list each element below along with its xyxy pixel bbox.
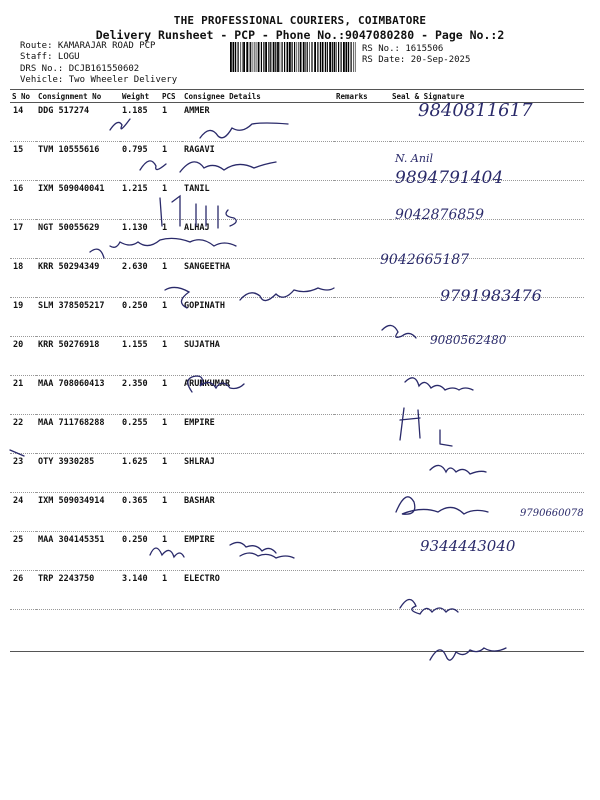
handwritten-phone-19: 9080562480 xyxy=(430,333,507,347)
cell-consignment: MAA 304145351 xyxy=(36,532,120,571)
cell-remarks xyxy=(334,532,390,571)
barcode-bar xyxy=(289,42,291,72)
handwritten-phone-16: 9042876859 xyxy=(395,207,485,223)
col-weight: Weight xyxy=(120,90,160,103)
barcode-bar xyxy=(294,42,295,72)
handwritten-name-15: N. Anil xyxy=(395,152,433,165)
barcode-bar xyxy=(355,42,356,72)
table-row xyxy=(10,415,584,454)
barcode-bar xyxy=(332,42,333,72)
vehicle-label: Vehicle: Two Wheeler Delivery xyxy=(20,75,178,85)
cell-consignee: SANGEETHA xyxy=(182,259,334,298)
cell-consignee: ELECTRO xyxy=(182,571,334,610)
cell-weight: 1.130 xyxy=(120,220,160,259)
handwritten-phone-14: 9840811617 xyxy=(418,100,533,121)
runsheet-subtitle: Delivery Runsheet - PCP - Phone No.:9047080280 - Page No.:2 xyxy=(95,28,505,42)
cell-consignee: ALHAJ xyxy=(182,220,334,259)
cell-sno: 14 xyxy=(10,103,36,142)
cell-consignment: TRP 2243750 xyxy=(36,571,120,610)
barcode-bar xyxy=(338,42,339,72)
barcode-bar xyxy=(275,42,276,72)
barcode-bar xyxy=(353,42,354,72)
cell-consignment: OTY 3930285 xyxy=(36,454,120,493)
cell-consignment: KRR 50276918 xyxy=(36,337,120,376)
table-row xyxy=(10,376,584,415)
cell-consignment: TVM 10555616 xyxy=(36,142,120,181)
staff-label: Staff: LOGU xyxy=(20,52,80,62)
barcode-bar xyxy=(246,42,248,72)
col-sno: S No xyxy=(10,90,36,103)
handwritten-phone-23: 9790660078 xyxy=(520,508,584,519)
barcode-bar xyxy=(230,42,232,72)
col-pcs: PCS xyxy=(160,90,182,103)
handwritten-phone-24: 9344443040 xyxy=(420,537,516,555)
cell-sno: 21 xyxy=(10,376,36,415)
cell-consignee: AMMER xyxy=(182,103,334,142)
cell-weight: 1.185 xyxy=(120,103,160,142)
cell-consignment: DDG 517274 xyxy=(36,103,120,142)
cell-signature xyxy=(390,571,584,610)
cell-remarks xyxy=(334,454,390,493)
barcode-bar xyxy=(287,42,289,72)
handwritten-phone-17: 9042665187 xyxy=(380,252,470,268)
cell-remarks xyxy=(334,298,390,337)
barcode-bar xyxy=(282,42,283,72)
cell-remarks xyxy=(334,103,390,142)
cell-sno: 23 xyxy=(10,454,36,493)
cell-consignment: KRR 50294349 xyxy=(36,259,120,298)
cell-sno: 15 xyxy=(10,142,36,181)
cell-remarks xyxy=(334,337,390,376)
col-consignee: Consignee Details xyxy=(182,90,334,103)
barcode-bar xyxy=(280,42,281,72)
cell-sno: 16 xyxy=(10,181,36,220)
barcode-bar xyxy=(298,42,299,72)
barcode-bar xyxy=(297,42,298,72)
cell-consignee: RAGAVI xyxy=(182,142,334,181)
table-row xyxy=(10,571,584,610)
barcode-bar xyxy=(311,42,312,72)
barcode-bar xyxy=(255,42,256,72)
barcode-bar xyxy=(261,42,262,72)
table-row xyxy=(10,493,584,532)
barcode-bar xyxy=(256,42,257,72)
cell-sno: 24 xyxy=(10,493,36,532)
handwritten-phone-18: 9791983476 xyxy=(440,286,542,305)
barcode-bar xyxy=(292,42,293,72)
barcode-bar xyxy=(305,42,306,72)
rs-date: RS Date: 20-Sep-2025 xyxy=(362,55,471,65)
cell-pcs: 1 xyxy=(160,415,182,454)
cell-weight: 1.155 xyxy=(120,337,160,376)
rs-number: RS No.: 1615506 xyxy=(362,44,444,54)
table-bottom-rule xyxy=(10,651,584,652)
barcode-bar xyxy=(322,42,324,72)
barcode-bar xyxy=(249,42,250,72)
barcode-bar xyxy=(243,42,245,72)
cell-pcs: 1 xyxy=(160,220,182,259)
cell-remarks xyxy=(334,571,390,610)
barcode-bar xyxy=(336,42,337,72)
table-row xyxy=(10,220,584,259)
barcode-bar xyxy=(233,42,235,72)
cell-consignment: IXM 509040041 xyxy=(36,181,120,220)
cell-consignee: GOPINATH xyxy=(182,298,334,337)
company-title: THE PROFESSIONAL COURIERS, COIMBATORE xyxy=(173,14,427,27)
cell-sno: 25 xyxy=(10,532,36,571)
cell-pcs: 1 xyxy=(160,532,182,571)
cell-weight: 0.250 xyxy=(120,298,160,337)
cell-remarks xyxy=(334,493,390,532)
barcode-bar xyxy=(325,42,326,72)
barcode-bar xyxy=(348,42,349,72)
cell-sno: 17 xyxy=(10,220,36,259)
barcode-bar xyxy=(277,42,279,72)
barcode-bar xyxy=(343,42,345,72)
cell-signature xyxy=(390,376,584,415)
barcode-bar xyxy=(238,42,239,72)
cell-pcs: 1 xyxy=(160,571,182,610)
cell-consignee: SUJATHA xyxy=(182,337,334,376)
cell-weight: 2.350 xyxy=(120,376,160,415)
barcode-bar xyxy=(317,42,318,72)
barcode-bar xyxy=(351,42,352,72)
barcode-bar xyxy=(346,42,348,72)
route-label: Route: KAMARAJAR ROAD PCP xyxy=(20,41,156,51)
cell-consignment: MAA 711768288 xyxy=(36,415,120,454)
barcode-bar xyxy=(314,42,316,72)
barcode-bar xyxy=(312,42,313,72)
cell-weight: 0.255 xyxy=(120,415,160,454)
cell-remarks xyxy=(334,181,390,220)
cell-weight: 0.365 xyxy=(120,493,160,532)
barcode-bar xyxy=(273,42,275,72)
cell-pcs: 1 xyxy=(160,298,182,337)
handwritten-phone-15: 9894791404 xyxy=(395,168,504,188)
cell-sno: 26 xyxy=(10,571,36,610)
cell-consignment: NGT 50055629 xyxy=(36,220,120,259)
barcode-bar xyxy=(341,42,342,72)
barcode-bar xyxy=(284,42,285,72)
cell-consignment: MAA 708060413 xyxy=(36,376,120,415)
barcode-bar xyxy=(334,42,336,72)
barcode-bar xyxy=(258,42,260,72)
col-remarks: Remarks xyxy=(334,90,390,103)
cell-consignee: EMPIRE xyxy=(182,532,334,571)
cell-pcs: 1 xyxy=(160,103,182,142)
table-row xyxy=(10,454,584,493)
cell-sno: 20 xyxy=(10,337,36,376)
cell-signature xyxy=(390,454,584,493)
barcode-bar xyxy=(253,42,254,72)
barcode-bar xyxy=(270,42,271,72)
cell-consignee: EMPIRE xyxy=(182,415,334,454)
cell-pcs: 1 xyxy=(160,259,182,298)
cell-remarks xyxy=(334,376,390,415)
cell-consignee: SHLRAJ xyxy=(182,454,334,493)
cell-pcs: 1 xyxy=(160,337,182,376)
cell-pcs: 1 xyxy=(160,181,182,220)
cell-pcs: 1 xyxy=(160,142,182,181)
cell-weight: 3.140 xyxy=(120,571,160,610)
barcode-bar xyxy=(329,42,331,72)
cell-consignee: BASHAR xyxy=(182,493,334,532)
cell-remarks xyxy=(334,142,390,181)
barcode-bar xyxy=(327,42,328,72)
barcode-bar xyxy=(307,42,308,72)
barcode-bar xyxy=(303,42,305,72)
cell-consignment: IXM 509034914 xyxy=(36,493,120,532)
barcode-bar xyxy=(309,42,310,72)
cell-weight: 1.625 xyxy=(120,454,160,493)
barcode-bar xyxy=(265,42,267,72)
barcode-bar xyxy=(268,42,269,72)
barcode-bar xyxy=(235,42,236,72)
cell-weight: 0.250 xyxy=(120,532,160,571)
col-signature: Seal & Signature xyxy=(390,90,584,103)
cell-consignee: ARUNKUMAR xyxy=(182,376,334,415)
cell-pcs: 1 xyxy=(160,454,182,493)
cell-pcs: 1 xyxy=(160,376,182,415)
barcode-bar xyxy=(242,42,243,72)
cell-weight: 2.630 xyxy=(120,259,160,298)
barcode-bar xyxy=(250,42,251,72)
drs-label: DRS No.: DCJB161550602 xyxy=(20,64,140,74)
barcode-bar xyxy=(320,42,321,72)
cell-consignment: SLM 378505217 xyxy=(36,298,120,337)
cell-sno: 18 xyxy=(10,259,36,298)
cell-signature xyxy=(390,415,584,454)
cell-pcs: 1 xyxy=(160,493,182,532)
signature-mark-26 xyxy=(430,648,506,660)
cell-weight: 0.795 xyxy=(120,142,160,181)
cell-consignee: TANIL xyxy=(182,181,334,220)
cell-weight: 1.215 xyxy=(120,181,160,220)
col-consignment: Consignment No xyxy=(36,90,120,103)
barcode-bar xyxy=(240,42,241,72)
cell-remarks xyxy=(334,415,390,454)
barcode-bar xyxy=(300,42,302,72)
cell-sno: 22 xyxy=(10,415,36,454)
cell-sno: 19 xyxy=(10,298,36,337)
barcode-image xyxy=(230,42,358,72)
barcode-bar xyxy=(263,42,264,72)
